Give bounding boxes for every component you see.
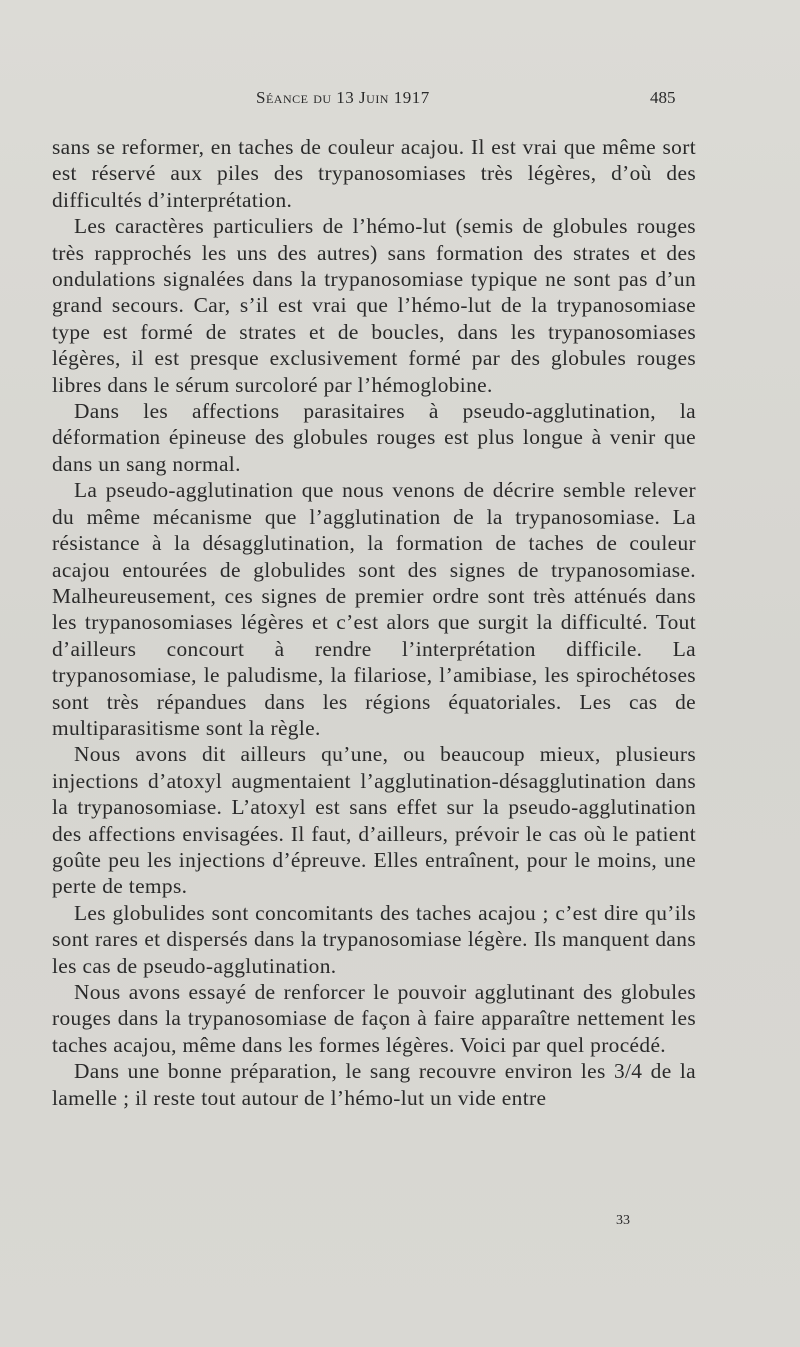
running-head (0, 88, 800, 114)
paragraph: Nous avons essayé de renforcer le pouvoir agglutinant des globules rouges dans la trypanosomiase de façon à faire apparaître nettement les taches acajou, même dans les formes légères. Voici par quel procédé. (52, 980, 696, 1057)
paragraph: Dans une bonne préparation, le sang recouvre environ les 3/4 de la lamelle ; il reste tout autour de l’hémo-lut un vide entre (52, 1059, 696, 1110)
signature-mark: 33 (616, 1213, 630, 1228)
paragraph-continuation: sans se reformer, en taches de couleur acajou. Il est vrai que même sort est réservé aux piles des trypanosomiases très légères, d’où des difficultés d’interprétation. (52, 135, 696, 212)
page-number: 485 (650, 88, 676, 107)
running-title: Séance du 13 Juin 1917 (256, 88, 430, 107)
paragraph: Dans les affections parasitaires à pseudo-agglutination, la déformation épineuse des globules rouges est plus longue à venir que dans un sang normal. (52, 399, 696, 476)
paragraph: Les globulides sont concomitants des taches acajou ; c’est dire qu’ils sont rares et dispersés dans la trypanosomiase légère. Ils manquent dans les cas de pseudo-agglutination. (52, 900, 696, 978)
paragraph: Nous avons dit ailleurs qu’une, ou beaucoup mieux, plusieurs injections d’atoxyl augmentaient l’agglutination-désagglutination dans la trypanosomiase. L’atoxyl est sans effet sur la pseudo-agglutination des affections envisagées. Il faut, d’ailleurs, prévoir le cas où le patient goûte peu les injections d’épreuve. Elles entraînent, pour le moins, une perte de temps. (52, 742, 696, 899)
body-text (52, 134, 696, 1111)
paragraph: Les caractères particuliers de l’hémo-lut (semis de globules rouges très rapprochés les uns des autres) sans formation des strates et des ondulations signalées dans la trypanosomiase typique ne sont pas d’un grand secours. Car, s’il est vrai que l’hémo-lut de la trypanosomiase type est formé de strates et de boucles, dans les trypanosomiases légères, il est presque exclusivement formé par des globules rouges libres dans le sérum surcoloré par l’hémoglobine. (52, 214, 696, 397)
paragraph: La pseudo-agglutination que nous venons de décrire semble relever du même mécanisme que l’agglutination de la trypanosomiase. La résistance à la désagglutination, la formation de taches de couleur acajou entourées de globulides sont des signes de trypanosomiase. Malheureusement, ces signes de premier ordre sont très atténués dans les trypanosomiases légères et c’est alors que surgit la difficulté. Tout d’ailleurs concourt à rendre l’interprétation difficile. La trypanosomiase, le paludisme, la filariose, l’amibiase, les spirochétoses sont très répandues dans les régions équatoriales. Les cas de multiparasitisme sont la règle. (52, 478, 696, 740)
